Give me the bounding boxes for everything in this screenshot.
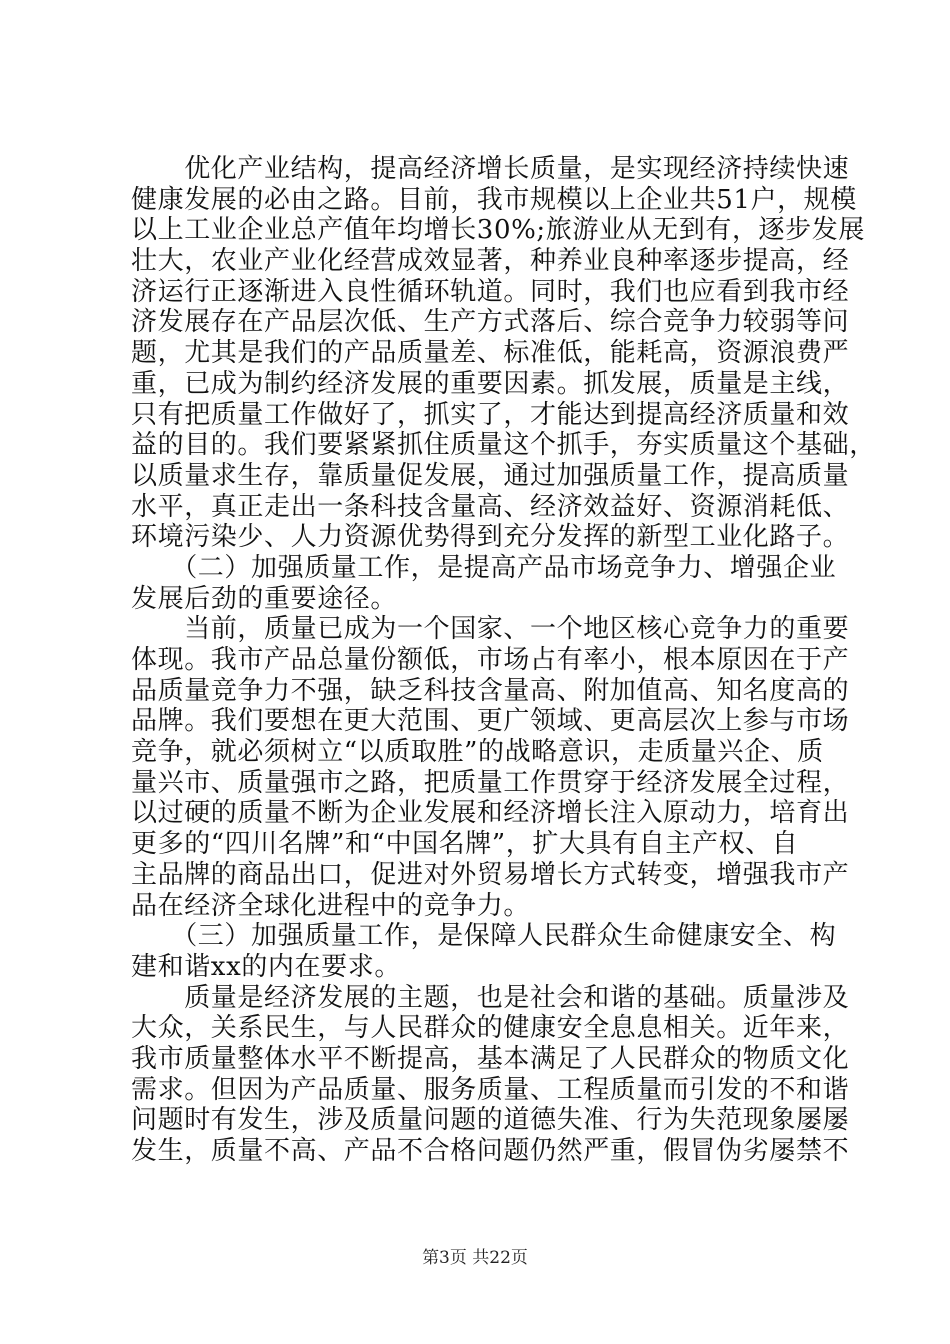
text-line: 济运行正逐渐进入良性循环轨道。同时，我们也应看到我市经: [131, 276, 850, 307]
text-line: 只有把质量工作做好了，抓实了，才能达到提高经济质量和效: [131, 399, 850, 430]
text-line: 我市质量整体水平不断提高，基本满足了人民群众的物质文化: [131, 1043, 850, 1074]
text-line: 当前，质量已成为一个国家、一个地区核心竞争力的重要: [131, 614, 850, 645]
text-line: 大众，关系民生，与人民群众的健康安全息息相关。近年来，: [131, 1013, 850, 1044]
text-line: 质量是经济发展的主题，也是社会和谐的基础。质量涉及: [131, 982, 850, 1013]
text-line: 体现。我市产品总量份额低，市场占有率小，根本原因在于产: [131, 645, 850, 675]
text-line: 水平，真正走出一条科技含量高、经济效益好、资源消耗低、: [131, 491, 850, 522]
section-heading-line: （三）加强质量工作，是保障人民群众生命健康安全、构: [131, 921, 837, 952]
text-line: 健康发展的必由之路。目前，我市规模以上企业共51户，规模: [131, 184, 857, 215]
text-line: 更多的“四川名牌”和“中国名牌”，扩大具有自主产权、自: [131, 829, 799, 860]
text-line: 需求。但因为产品质量、服务质量、工程质量而引发的不和谐: [131, 1074, 850, 1105]
text-line: 主品牌的商品出口，促进对外贸易增长方式转变，增强我市产: [131, 859, 850, 890]
section-heading-line: 发展后劲的重要途径。: [131, 583, 398, 614]
text-line: 量兴市、质量强市之路，把质量工作贯穿于经济发展全过程，: [131, 767, 850, 798]
text-line: 问题时有发生，涉及质量问题的道德失准、行为失范现象屡屡: [131, 1105, 850, 1136]
text-line: 以上工业企业总产值年均增长30%;旅游业从无到有，逐步发展: [131, 215, 865, 246]
text-line: 以过硬的质量不断为企业发展和经济增长注入原动力，培育出: [131, 798, 850, 829]
text-line: 重，已成为制约经济发展的重要因素。抓发展，质量是主线，: [131, 368, 850, 399]
text-line: 济发展存在产品层次低、生产方式落后、综合竞争力较弱等问: [131, 307, 850, 338]
section-heading-line: 建和谐xx的内在要求。: [131, 951, 401, 982]
page-footer: 第3页 共22页: [422, 1248, 528, 1268]
text-line: 竞争，就必须树立“以质取胜”的战略意识，走质量兴企、质: [131, 737, 824, 768]
text-line: 益的目的。我们要紧紧抓住质量这个抓手，夯实质量这个基础，: [131, 430, 876, 461]
text-line: 优化产业结构，提高经济增长质量，是实现经济持续快速: [131, 154, 850, 184]
text-line: 题，尤其是我们的产品质量差、标准低，能耗高，资源浪费严: [131, 338, 850, 369]
body-text: [131, 154, 876, 1167]
text-line: 以质量求生存，靠质量促发展，通过加强质量工作，提高质量: [131, 460, 850, 491]
text-line: 品牌。我们要想在更大范围、更广领域、更高层次上参与市场: [131, 706, 850, 737]
text-line: 品在经济全球化进程中的竞争力。: [131, 890, 531, 921]
section-heading-line: （二）加强质量工作，是提高产品市场竞争力、增强企业: [131, 552, 837, 583]
text-line: 环境污染少、人力资源优势得到充分发挥的新型工业化路子。: [131, 522, 850, 553]
text-line: 壮大，农业产业化经营成效显著，种养业良种率逐步提高，经: [131, 246, 850, 277]
text-line: 品质量竞争力不强，缺乏科技含量高、附加值高、知名度高的: [131, 675, 850, 706]
text-line: 发生，质量不高、产品不合格问题仍然严重，假冒伪劣屡禁不: [131, 1136, 850, 1166]
